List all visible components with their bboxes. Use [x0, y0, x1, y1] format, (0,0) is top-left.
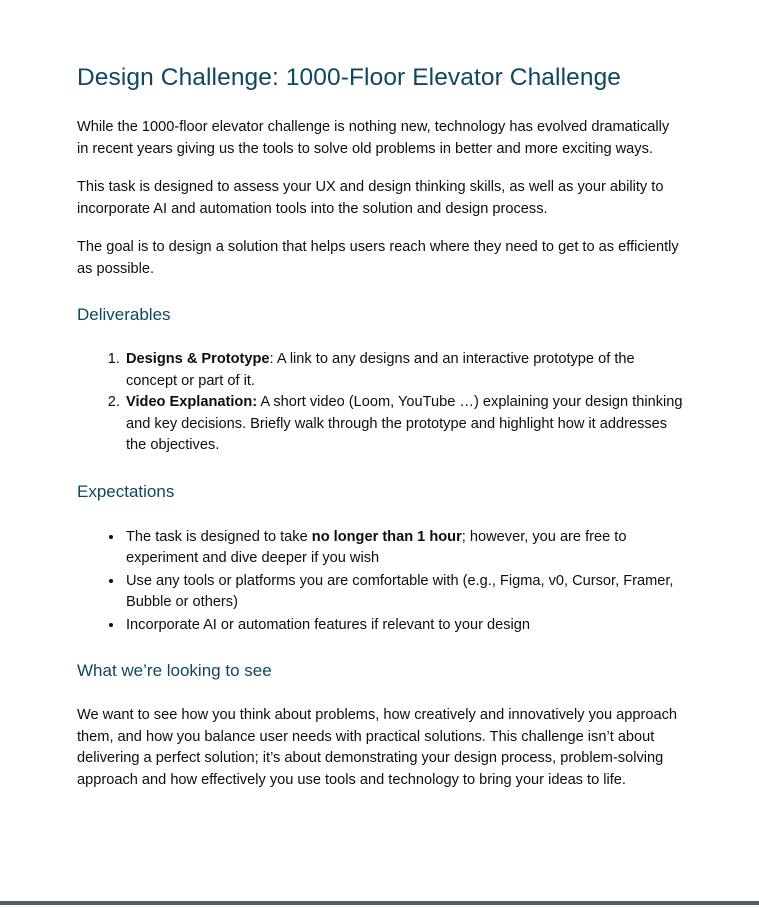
item-text-pre: Use any tools or platforms you are comfortable with (e.g., Figma, v0, Cursor, Framer, Bubble or others): [126, 572, 674, 610]
item-text-pre: Incorporate AI or automation features if relevant to your design: [126, 616, 530, 633]
expectations-item-2: [124, 570, 684, 614]
item-text-pre: The task is designed to take: [126, 528, 312, 545]
item-text-bold: Video Explanation:: [126, 394, 258, 410]
item-text-bold: no longer than 1 hour: [311, 528, 462, 545]
item-text-post: A short video (Loom, YouTube …) explaining your design thinking and key decisions. Briefly walk through the prototype and highlight how it addresses the objectives.: [126, 394, 683, 453]
deliverables-item-1: [124, 349, 684, 392]
expectations-list: [77, 526, 684, 637]
item-text-bold: Designs & Prototype: [126, 351, 270, 367]
section-heading-deliverables: Deliverables: [77, 305, 171, 324]
section-heading-expectations: Expectations: [77, 481, 175, 501]
item-text-post: : A link to any designs and an interactive prototype of the concept or part of it.: [126, 351, 635, 389]
deliverables-list: [77, 349, 684, 457]
looking-to-see-paragraph: We want to see how you think about problems, how creatively and innovatively you approach them, and how you balance user needs with practical solutions. This challenge isn’t about delivering a perfect solution; it’s about demonstrating your design process, problem-solving approach and how effectively you use tools and technology to bring your ideas to life.: [77, 707, 678, 788]
intro-paragraph-1: While the 1000-floor elevator challenge is nothing new, technology has evolved dramatically in recent years giving us the tools to solve old problems in better and more exciting ways.: [77, 119, 670, 157]
item-text-post: ; however, you are free to experiment and dive deeper if you wish: [126, 528, 627, 566]
intro-paragraph-3: The goal is to design a solution that helps users reach where they need to get to as efficiently as possible.: [77, 239, 679, 277]
deliverables-item-2: [124, 392, 684, 457]
page-bottom-divider: [0, 901, 759, 905]
intro-paragraph-2: This task is designed to assess your UX and design thinking skills, as well as your ability to incorporate AI and automation tools into the solution and design process.: [77, 179, 664, 217]
expectations-item-1: [124, 526, 684, 570]
expectations-item-3: [124, 614, 684, 637]
section-heading-looking-to-see: What we’re looking to see: [77, 661, 272, 680]
document-title: Design Challenge: 1000-Floor Elevator Challenge: [77, 64, 622, 91]
